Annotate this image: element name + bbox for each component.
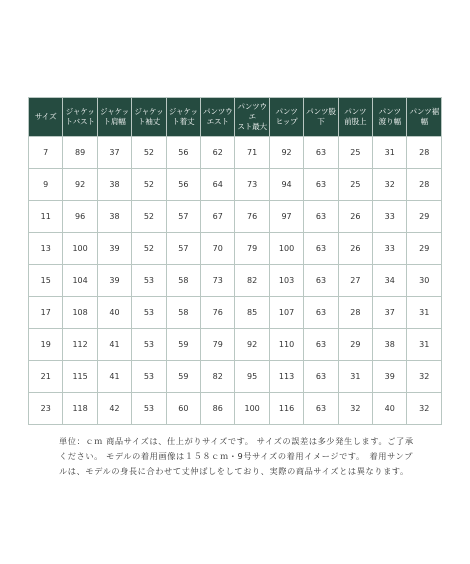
header-pants-inseam: パンツ股下 <box>304 98 338 137</box>
cell-pants-waist: 79 <box>201 329 235 361</box>
cell-jacket-length: 57 <box>166 201 200 233</box>
cell-size: 15 <box>29 265 63 297</box>
cell-jacket-sleeve: 53 <box>132 297 166 329</box>
cell-pants-waist-max: 76 <box>235 201 269 233</box>
table-row <box>29 361 442 393</box>
cell-pants-hip: 92 <box>269 137 303 169</box>
cell-jacket-bust: 100 <box>63 233 97 265</box>
cell-pants-waist: 86 <box>201 393 235 425</box>
cell-jacket-bust: 89 <box>63 137 97 169</box>
cell-pants-waist: 70 <box>201 233 235 265</box>
cell-pants-hem: 32 <box>407 361 442 393</box>
cell-jacket-sleeve: 52 <box>132 137 166 169</box>
cell-jacket-shoulder: 38 <box>97 201 131 233</box>
cell-jacket-shoulder: 39 <box>97 265 131 297</box>
cell-jacket-length: 56 <box>166 137 200 169</box>
cell-pants-inseam: 63 <box>304 361 338 393</box>
cell-pants-waist-max: 95 <box>235 361 269 393</box>
table-row <box>29 265 442 297</box>
cell-jacket-shoulder: 39 <box>97 233 131 265</box>
header-pants-hip: パンツ ヒップ <box>269 98 303 137</box>
cell-jacket-shoulder: 37 <box>97 137 131 169</box>
header-jacket-bust: ジャケッ トバスト <box>63 98 97 137</box>
cell-jacket-sleeve: 52 <box>132 169 166 201</box>
cell-pants-waist: 73 <box>201 265 235 297</box>
cell-jacket-bust: 115 <box>63 361 97 393</box>
cell-pants-inseam: 63 <box>304 169 338 201</box>
cell-jacket-bust: 96 <box>63 201 97 233</box>
cell-pants-waist: 62 <box>201 137 235 169</box>
cell-pants-front-rise: 32 <box>338 393 372 425</box>
cell-pants-hip: 97 <box>269 201 303 233</box>
cell-pants-hem: 29 <box>407 201 442 233</box>
cell-pants-waist-max: 100 <box>235 393 269 425</box>
cell-pants-waist-max: 92 <box>235 329 269 361</box>
cell-pants-thigh: 31 <box>373 137 407 169</box>
cell-jacket-sleeve: 53 <box>132 361 166 393</box>
cell-pants-front-rise: 25 <box>338 169 372 201</box>
cell-pants-inseam: 63 <box>304 329 338 361</box>
cell-pants-front-rise: 31 <box>338 361 372 393</box>
cell-jacket-sleeve: 53 <box>132 265 166 297</box>
size-table <box>28 97 442 425</box>
cell-jacket-length: 57 <box>166 233 200 265</box>
cell-pants-inseam: 63 <box>304 265 338 297</box>
cell-jacket-sleeve: 52 <box>132 233 166 265</box>
header-jacket-shoulder: ジャケッ ト肩幅 <box>97 98 131 137</box>
cell-jacket-shoulder: 40 <box>97 297 131 329</box>
cell-pants-hem: 32 <box>407 393 442 425</box>
cell-pants-thigh: 33 <box>373 233 407 265</box>
cell-pants-thigh: 32 <box>373 169 407 201</box>
cell-jacket-shoulder: 41 <box>97 329 131 361</box>
cell-pants-hem: 28 <box>407 137 442 169</box>
cell-pants-thigh: 39 <box>373 361 407 393</box>
table-row <box>29 169 442 201</box>
header-pants-hem: パンツ裾幅 <box>407 98 442 137</box>
cell-pants-thigh: 34 <box>373 265 407 297</box>
cell-pants-hip: 100 <box>269 233 303 265</box>
cell-pants-waist: 82 <box>201 361 235 393</box>
cell-size: 11 <box>29 201 63 233</box>
cell-pants-thigh: 38 <box>373 329 407 361</box>
cell-pants-hem: 28 <box>407 169 442 201</box>
cell-pants-front-rise: 28 <box>338 297 372 329</box>
header-pants-thigh: パンツ 渡り幅 <box>373 98 407 137</box>
header-pants-waist-max: パンツウエ スト最大 <box>235 98 269 137</box>
cell-size: 19 <box>29 329 63 361</box>
header-size: サイズ <box>29 98 63 137</box>
header-pants-front-rise: パンツ 前股上 <box>338 98 372 137</box>
table-row <box>29 297 442 329</box>
cell-pants-waist-max: 82 <box>235 265 269 297</box>
cell-pants-waist-max: 73 <box>235 169 269 201</box>
cell-jacket-bust: 118 <box>63 393 97 425</box>
cell-size: 21 <box>29 361 63 393</box>
cell-pants-hip: 113 <box>269 361 303 393</box>
cell-pants-hip: 103 <box>269 265 303 297</box>
cell-jacket-shoulder: 41 <box>97 361 131 393</box>
table-row <box>29 329 442 361</box>
cell-jacket-shoulder: 38 <box>97 169 131 201</box>
cell-pants-thigh: 40 <box>373 393 407 425</box>
cell-pants-hip: 94 <box>269 169 303 201</box>
cell-pants-inseam: 63 <box>304 233 338 265</box>
cell-pants-waist-max: 85 <box>235 297 269 329</box>
cell-pants-waist: 64 <box>201 169 235 201</box>
table-row <box>29 201 442 233</box>
cell-pants-inseam: 63 <box>304 297 338 329</box>
cell-jacket-length: 58 <box>166 297 200 329</box>
cell-jacket-length: 60 <box>166 393 200 425</box>
cell-pants-hip: 116 <box>269 393 303 425</box>
header-jacket-length: ジャケッ ト着丈 <box>166 98 200 137</box>
cell-pants-front-rise: 26 <box>338 201 372 233</box>
cell-pants-thigh: 33 <box>373 201 407 233</box>
table-header-row <box>29 98 442 137</box>
cell-size: 17 <box>29 297 63 329</box>
cell-size: 7 <box>29 137 63 169</box>
cell-jacket-bust: 108 <box>63 297 97 329</box>
header-pants-waist: パンツウ エスト <box>201 98 235 137</box>
cell-jacket-length: 58 <box>166 265 200 297</box>
cell-pants-front-rise: 27 <box>338 265 372 297</box>
table-row <box>29 393 442 425</box>
cell-pants-hem: 31 <box>407 297 442 329</box>
cell-pants-front-rise: 26 <box>338 233 372 265</box>
cell-pants-hip: 107 <box>269 297 303 329</box>
cell-pants-waist: 76 <box>201 297 235 329</box>
cell-pants-waist-max: 71 <box>235 137 269 169</box>
table-row <box>29 137 442 169</box>
cell-size: 13 <box>29 233 63 265</box>
cell-jacket-sleeve: 52 <box>132 201 166 233</box>
cell-jacket-length: 59 <box>166 329 200 361</box>
cell-jacket-length: 56 <box>166 169 200 201</box>
cell-pants-inseam: 63 <box>304 393 338 425</box>
cell-pants-hem: 29 <box>407 233 442 265</box>
cell-pants-hem: 30 <box>407 265 442 297</box>
cell-jacket-shoulder: 42 <box>97 393 131 425</box>
cell-pants-front-rise: 25 <box>338 137 372 169</box>
cell-pants-hip: 110 <box>269 329 303 361</box>
header-jacket-sleeve: ジャケッ ト袖丈 <box>132 98 166 137</box>
cell-pants-front-rise: 29 <box>338 329 372 361</box>
cell-jacket-sleeve: 53 <box>132 393 166 425</box>
cell-size: 9 <box>29 169 63 201</box>
cell-jacket-length: 59 <box>166 361 200 393</box>
cell-pants-waist: 67 <box>201 201 235 233</box>
cell-pants-thigh: 37 <box>373 297 407 329</box>
cell-jacket-bust: 112 <box>63 329 97 361</box>
size-note: 単位：ｃｍ 商品サイズは、仕上がりサイズです。 サイズの誤差は多少発生します。ご了承ください。 モデルの着用画像は１５８ｃｍ・9号サイズの着用イメージです。 着用サンプルは、モデルの身長に合わせて丈仲ばしをしており、実際の商品サイズとは異なります。 <box>59 436 414 476</box>
cell-pants-inseam: 63 <box>304 137 338 169</box>
cell-jacket-bust: 104 <box>63 265 97 297</box>
cell-jacket-sleeve: 53 <box>132 329 166 361</box>
cell-pants-inseam: 63 <box>304 201 338 233</box>
cell-pants-waist-max: 79 <box>235 233 269 265</box>
cell-jacket-bust: 92 <box>63 169 97 201</box>
table-row <box>29 233 442 265</box>
cell-size: 23 <box>29 393 63 425</box>
cell-pants-hem: 31 <box>407 329 442 361</box>
